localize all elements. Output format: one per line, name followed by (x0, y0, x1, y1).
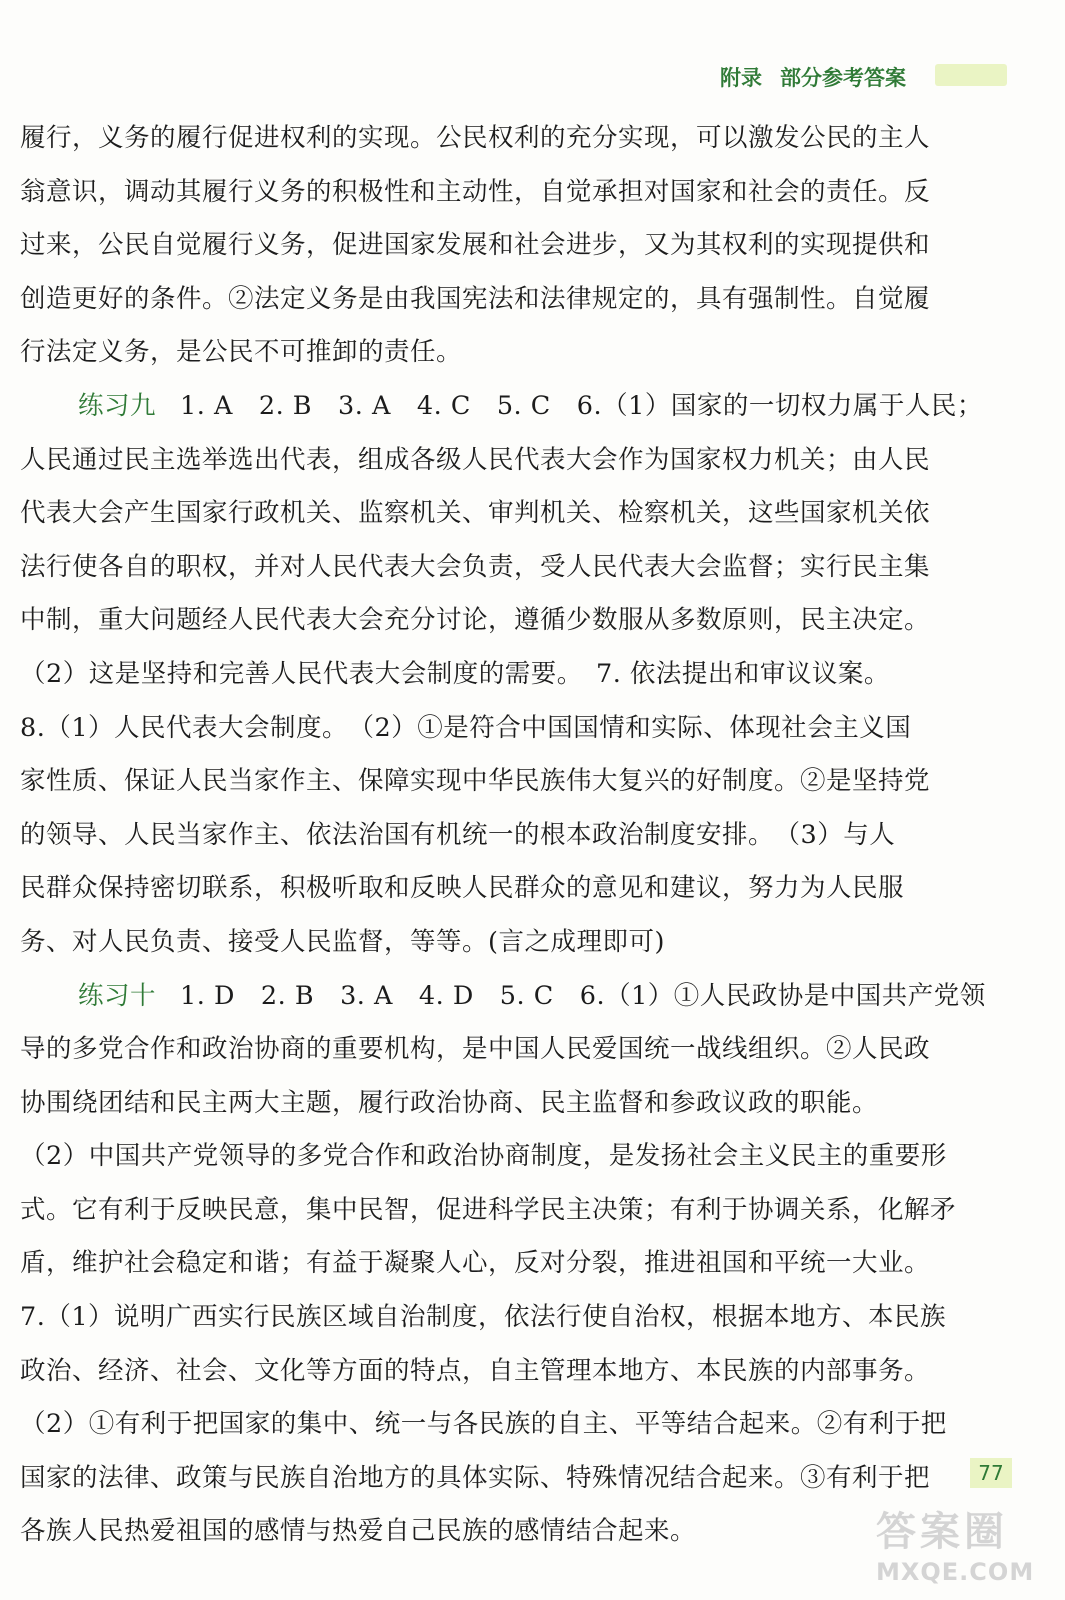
text-line (20, 702, 940, 756)
line-text: 人民通过民主选举选出代表，组成各级人民代表大会作为国家权力机关；由人民 (20, 444, 931, 475)
text-line (20, 541, 940, 595)
text-line (20, 219, 940, 273)
text-line (20, 1452, 940, 1506)
line-text: （2）中国共产党领导的多党合作和政治协商制度，是发扬社会主义民主的重要形 (20, 1141, 947, 1172)
line-text: 翁意识，调动其履行义务的积极性和主动性，自觉承担对国家和社会的责任。反 (20, 176, 931, 207)
running-header (720, 62, 906, 92)
line-text: 各族人民热爱祖国的感情与热爱自己民族的感情结合起来。 (20, 1516, 697, 1547)
line-text: 创造更好的条件。②法定义务是由我国宪法和法律规定的，具有强制性。自觉履 (20, 283, 931, 314)
line-text: （2）①有利于把国家的集中、统一与各民族的自主、平等结合起来。②有利于把 (20, 1409, 947, 1440)
line-text: 7.（1）说明广西实行民族区域自治制度，依法行使自治权，根据本地方、本民族 (20, 1302, 947, 1333)
text-line (20, 273, 940, 327)
text-line (20, 434, 940, 488)
header-section: 附录 (720, 66, 762, 90)
watermark-top-text: 答案圈 (876, 1509, 1008, 1555)
text-line (20, 1237, 940, 1291)
line-text: 履行，义务的履行促进权利的实现。公民权利的充分实现，可以激发公民的主人 (20, 123, 931, 153)
text-line (20, 1398, 947, 1452)
line-text: 中制，重大问题经人民代表大会充分讨论，遵循少数服从多数原则，民主决定。 (20, 605, 931, 636)
line-text: 国家的法律、政策与民族自治地方的具体实际、特殊情况结合起来。③有利于把 (20, 1462, 931, 1493)
text-line (20, 862, 940, 916)
line-text: 行法定义务，是公民不可推卸的责任。 (20, 337, 463, 368)
line-text: 协围绕团结和民主两大主题，履行政治协商、民主监督和参政议政的职能。 (20, 1087, 879, 1118)
text-line (20, 326, 940, 380)
exercise-label: 练习九 (78, 390, 157, 421)
line-text: 民群众保持密切联系，积极听取和反映人民群众的意见和建议，努力为人民服 (20, 873, 905, 904)
line-text: 8.（1）人民代表大会制度。 （2）①是符合中国国情和实际、体现社会主义国 (20, 712, 912, 743)
header-title: 部分参考答案 (780, 66, 906, 90)
line-text: 过来，公民自觉履行义务，促进国家发展和社会进步，又为其权利的实现提供和 (20, 230, 931, 261)
line-text: 政治、经济、社会、文化等方面的特点，自主管理本地方、本民族的内部事务。 (20, 1355, 931, 1386)
line-text: 式。它有利于反映民意，集中民智，促进科学民主决策；有利于协调关系，化解矛 (20, 1194, 957, 1225)
text-line (20, 594, 940, 648)
line-text: 盾，维护社会稳定和谐；有益于凝聚人心，反对分裂，推进祖国和平统一大业。 (20, 1248, 931, 1279)
line-text: 导的多党合作和政治协商的重要机构，是中国人民爱国统一战线组织。②人民政 (20, 1034, 931, 1065)
line-text: 代表大会产生国家行政机关、监察机关、审判机关、检察机关，这些国家机关依 (20, 498, 931, 529)
text-line (20, 970, 986, 1024)
line-text: 家性质、保证人民当家作主、保障实现中华民族伟大复兴的好制度。②是坚持党 (20, 766, 931, 797)
text-line (20, 1077, 940, 1131)
line-text: 务、对人民负责、接受人民监督，等等。(言之成理即可) (20, 926, 665, 957)
line-text: 法行使各自的职权，并对人民代表大会负责，受人民代表大会监督；实行民主集 (20, 551, 931, 582)
watermark-logo (860, 1500, 1060, 1595)
page-number: 77 (970, 1458, 1012, 1488)
text-line (20, 809, 940, 863)
text-line (20, 1345, 940, 1399)
text-line (20, 1130, 947, 1184)
header-decoration-bar (935, 64, 1007, 86)
line-text: 1. D 2. B 3. A 4. D 5. C 6.（1）①人民政协是中国共产党领 (180, 980, 986, 1011)
line-text: （2）这是坚持和完善人民代表大会制度的需要。 7. 依法提出和审议议案。 (20, 658, 890, 689)
text-line (20, 380, 983, 434)
text-line (20, 166, 940, 220)
text-line (20, 112, 940, 166)
line-text: 1. A 2. B 3. A 4. C 5. C 6.（1）国家的一切权力属于人民； (180, 390, 983, 421)
text-line (20, 916, 940, 970)
text-line (20, 1184, 957, 1238)
text-line (20, 1023, 940, 1077)
text-line (20, 487, 940, 541)
text-line (20, 755, 940, 809)
text-line (20, 648, 940, 702)
exercise-label: 练习十 (78, 980, 157, 1011)
watermark-bottom-text: MXQE.COM (876, 1558, 1035, 1586)
line-text: 的领导、人民当家作主、依法治国有机统一的根本政治制度安排。 （3）与人 (20, 819, 896, 850)
text-line (20, 1505, 940, 1559)
text-line (20, 1291, 947, 1345)
